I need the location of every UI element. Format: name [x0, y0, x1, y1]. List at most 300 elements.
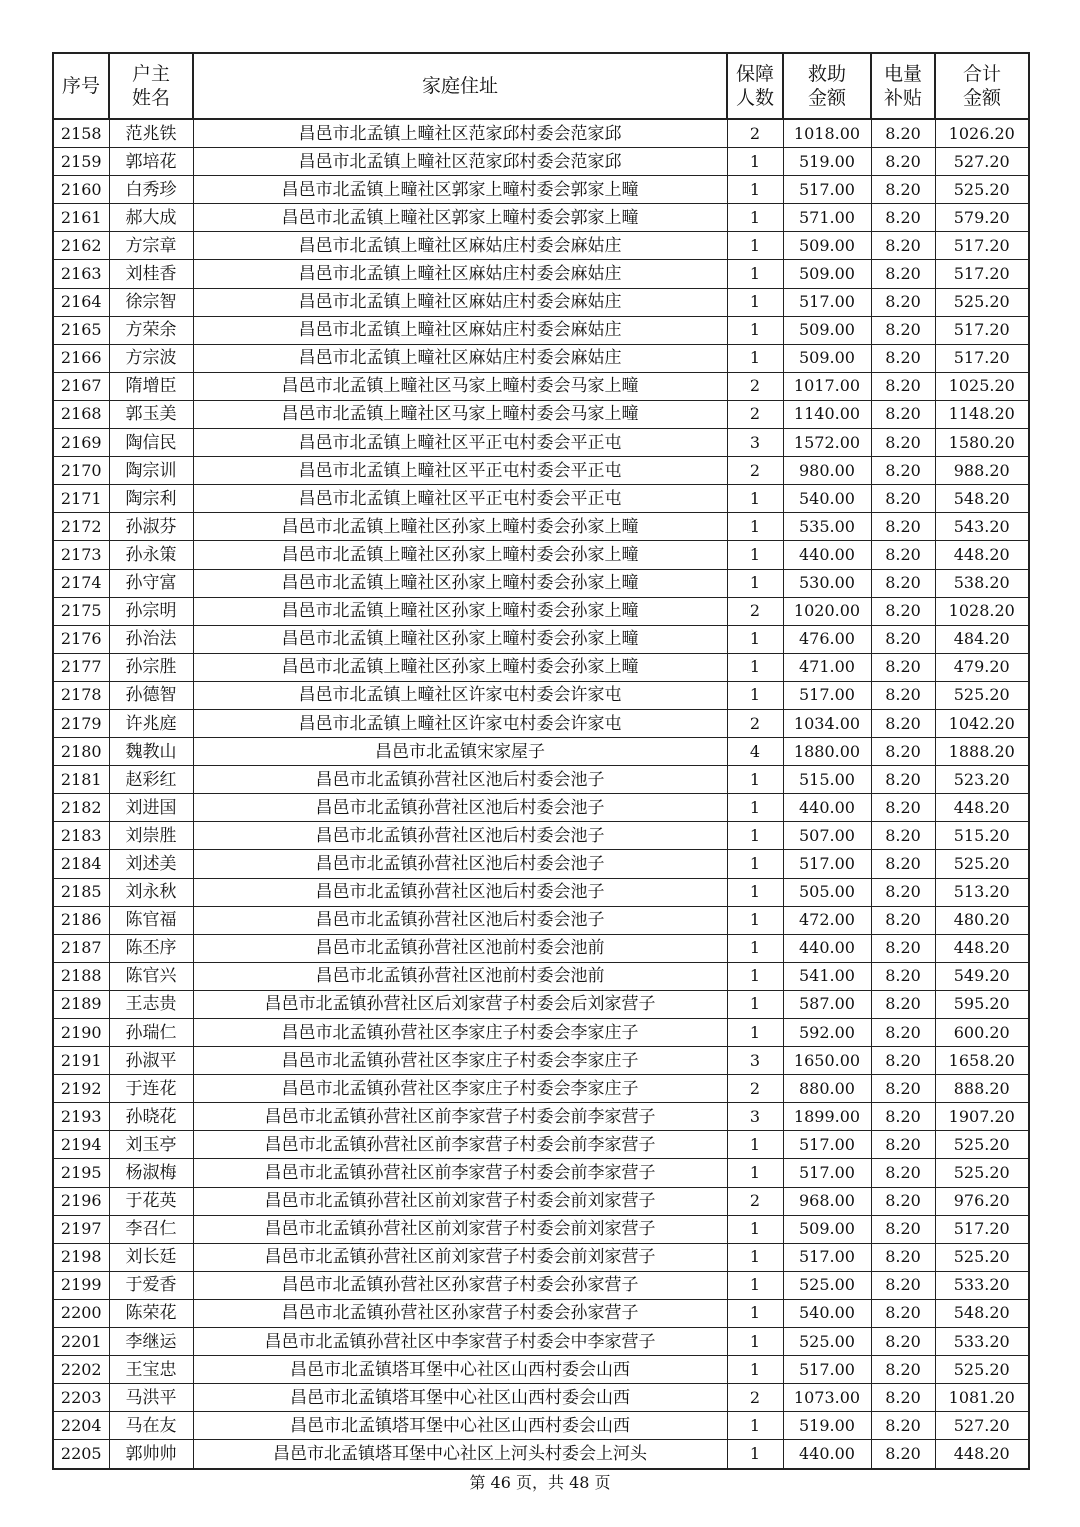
cell-name: 陶信民	[109, 429, 193, 457]
table-row	[53, 513, 1029, 541]
cell-persons: 1	[727, 148, 783, 176]
cell-persons: 1	[727, 850, 783, 878]
cell-name: 孙永策	[109, 541, 193, 569]
cell-index: 2195	[53, 1159, 109, 1187]
cell-persons: 4	[727, 738, 783, 766]
table-row	[53, 738, 1029, 766]
cell-address: 昌邑市北孟镇上疃社区郭家上疃村委会郭家上疃	[193, 204, 727, 232]
cell-persons: 1	[727, 1440, 783, 1469]
cell-address: 昌邑市北孟镇孙营社区池后村委会池子	[193, 766, 727, 794]
cell-name: 杨淑梅	[109, 1159, 193, 1187]
cell-name: 李召仁	[109, 1215, 193, 1243]
table-row	[53, 850, 1029, 878]
cell-persons: 1	[727, 766, 783, 794]
cell-persons: 1	[727, 541, 783, 569]
table-row	[53, 1103, 1029, 1131]
cell-power-subsidy: 8.20	[871, 372, 935, 400]
cell-name: 陈官兴	[109, 962, 193, 990]
cell-power-subsidy: 8.20	[871, 597, 935, 625]
cell-total-amount: 976.20	[935, 1187, 1029, 1215]
cell-aid-amount: 517.00	[783, 1356, 871, 1384]
cell-persons: 1	[727, 962, 783, 990]
cell-index: 2173	[53, 541, 109, 569]
cell-name: 于爱香	[109, 1271, 193, 1299]
cell-address: 昌邑市北孟镇上疃社区许家屯村委会许家屯	[193, 681, 727, 709]
cell-address: 昌邑市北孟镇孙营社区前李家营子村委会前李家营子	[193, 1159, 727, 1187]
cell-persons: 1	[727, 934, 783, 962]
cell-power-subsidy: 8.20	[871, 232, 935, 260]
cell-name: 方宗波	[109, 344, 193, 372]
cell-power-subsidy: 8.20	[871, 1075, 935, 1103]
cell-name: 范兆铁	[109, 119, 193, 148]
cell-total-amount: 448.20	[935, 541, 1029, 569]
cell-address: 昌邑市北孟镇孙营社区李家庄子村委会李家庄子	[193, 1047, 727, 1075]
cell-total-amount: 549.20	[935, 962, 1029, 990]
cell-power-subsidy: 8.20	[871, 288, 935, 316]
cell-total-amount: 1025.20	[935, 372, 1029, 400]
cell-total-amount: 1148.20	[935, 400, 1029, 428]
cell-persons: 1	[727, 569, 783, 597]
cell-index: 2181	[53, 766, 109, 794]
cell-address: 昌邑市北孟镇上疃社区郭家上疃村委会郭家上疃	[193, 176, 727, 204]
cell-aid-amount: 440.00	[783, 541, 871, 569]
cell-power-subsidy: 8.20	[871, 260, 935, 288]
cell-total-amount: 517.20	[935, 1215, 1029, 1243]
cell-power-subsidy: 8.20	[871, 1299, 935, 1327]
cell-power-subsidy: 8.20	[871, 766, 935, 794]
cell-persons: 1	[727, 653, 783, 681]
table-row	[53, 119, 1029, 148]
cell-index: 2192	[53, 1075, 109, 1103]
cell-name: 李继运	[109, 1328, 193, 1356]
cell-persons: 2	[727, 597, 783, 625]
cell-persons: 1	[727, 1356, 783, 1384]
cell-power-subsidy: 8.20	[871, 1103, 935, 1131]
cell-total-amount: 1907.20	[935, 1103, 1029, 1131]
cell-index: 2166	[53, 344, 109, 372]
cell-persons: 1	[727, 204, 783, 232]
cell-total-amount: 1658.20	[935, 1047, 1029, 1075]
cell-name: 郝大成	[109, 204, 193, 232]
table-row	[53, 457, 1029, 485]
cell-address: 昌邑市北孟镇上疃社区许家屯村委会许家屯	[193, 709, 727, 737]
cell-total-amount: 525.20	[935, 176, 1029, 204]
cell-address: 昌邑市北孟镇宋家屋子	[193, 738, 727, 766]
cell-persons: 1	[727, 316, 783, 344]
cell-address: 昌邑市北孟镇孙营社区李家庄子村委会李家庄子	[193, 1019, 727, 1047]
cell-aid-amount: 1650.00	[783, 1047, 871, 1075]
cell-address: 昌邑市北孟镇孙营社区孙家营子村委会孙家营子	[193, 1271, 727, 1299]
cell-total-amount: 515.20	[935, 822, 1029, 850]
cell-address: 昌邑市北孟镇上疃社区麻姑庄村委会麻姑庄	[193, 316, 727, 344]
cell-persons: 3	[727, 429, 783, 457]
cell-index: 2198	[53, 1243, 109, 1271]
cell-power-subsidy: 8.20	[871, 1047, 935, 1075]
table-row	[53, 934, 1029, 962]
cell-name: 孙守富	[109, 569, 193, 597]
cell-address: 昌邑市北孟镇上疃社区孙家上疃村委会孙家上疃	[193, 597, 727, 625]
cell-total-amount: 448.20	[935, 1440, 1029, 1469]
cell-aid-amount: 471.00	[783, 653, 871, 681]
cell-index: 2159	[53, 148, 109, 176]
cell-name: 郭帅帅	[109, 1440, 193, 1469]
cell-aid-amount: 535.00	[783, 513, 871, 541]
cell-persons: 1	[727, 232, 783, 260]
cell-aid-amount: 515.00	[783, 766, 871, 794]
cell-aid-amount: 519.00	[783, 148, 871, 176]
cell-aid-amount: 517.00	[783, 176, 871, 204]
cell-address: 昌邑市北孟镇塔耳堡中心社区山西村委会山西	[193, 1356, 727, 1384]
cell-persons: 1	[727, 1271, 783, 1299]
cell-aid-amount: 1572.00	[783, 429, 871, 457]
cell-total-amount: 517.20	[935, 232, 1029, 260]
cell-name: 王志贵	[109, 990, 193, 1018]
cell-power-subsidy: 8.20	[871, 1159, 935, 1187]
cell-power-subsidy: 8.20	[871, 176, 935, 204]
cell-persons: 1	[727, 878, 783, 906]
cell-name: 孙德智	[109, 681, 193, 709]
cell-power-subsidy: 8.20	[871, 485, 935, 513]
cell-index: 2196	[53, 1187, 109, 1215]
cell-total-amount: 600.20	[935, 1019, 1029, 1047]
table-row	[53, 906, 1029, 934]
cell-name: 马在友	[109, 1412, 193, 1440]
cell-index: 2158	[53, 119, 109, 148]
cell-aid-amount: 1017.00	[783, 372, 871, 400]
header-aid-amount: 救助 金额	[783, 53, 871, 119]
cell-persons: 2	[727, 400, 783, 428]
cell-aid-amount: 525.00	[783, 1328, 871, 1356]
cell-name: 赵彩红	[109, 766, 193, 794]
cell-power-subsidy: 8.20	[871, 569, 935, 597]
cell-index: 2182	[53, 794, 109, 822]
cell-index: 2179	[53, 709, 109, 737]
cell-total-amount: 533.20	[935, 1328, 1029, 1356]
cell-power-subsidy: 8.20	[871, 1131, 935, 1159]
cell-name: 刘永秋	[109, 878, 193, 906]
cell-power-subsidy: 8.20	[871, 1440, 935, 1469]
cell-total-amount: 525.20	[935, 1159, 1029, 1187]
cell-name: 刘崇胜	[109, 822, 193, 850]
cell-aid-amount: 1140.00	[783, 400, 871, 428]
header-power-subsidy: 电量 补贴	[871, 53, 935, 119]
cell-address: 昌邑市北孟镇孙营社区孙家营子村委会孙家营子	[193, 1299, 727, 1327]
table-row	[53, 1356, 1029, 1384]
cell-persons: 1	[727, 1131, 783, 1159]
cell-index: 2193	[53, 1103, 109, 1131]
table-row	[53, 260, 1029, 288]
cell-total-amount: 484.20	[935, 625, 1029, 653]
cell-aid-amount: 440.00	[783, 934, 871, 962]
cell-aid-amount: 980.00	[783, 457, 871, 485]
cell-index: 2168	[53, 400, 109, 428]
cell-power-subsidy: 8.20	[871, 344, 935, 372]
cell-name: 隋增臣	[109, 372, 193, 400]
cell-name: 陶宗训	[109, 457, 193, 485]
cell-address: 昌邑市北孟镇上疃社区孙家上疃村委会孙家上疃	[193, 653, 727, 681]
cell-name: 刘桂香	[109, 260, 193, 288]
cell-total-amount: 1028.20	[935, 597, 1029, 625]
cell-aid-amount: 880.00	[783, 1075, 871, 1103]
cell-total-amount: 579.20	[935, 204, 1029, 232]
cell-power-subsidy: 8.20	[871, 1356, 935, 1384]
cell-index: 2194	[53, 1131, 109, 1159]
cell-persons: 1	[727, 681, 783, 709]
table-row	[53, 878, 1029, 906]
cell-power-subsidy: 8.20	[871, 1019, 935, 1047]
cell-index: 2203	[53, 1384, 109, 1412]
cell-name: 陈官福	[109, 906, 193, 934]
cell-aid-amount: 540.00	[783, 1299, 871, 1327]
cell-index: 2199	[53, 1271, 109, 1299]
cell-index: 2187	[53, 934, 109, 962]
cell-name: 陈丕序	[109, 934, 193, 962]
cell-index: 2160	[53, 176, 109, 204]
cell-aid-amount: 440.00	[783, 794, 871, 822]
cell-address: 昌邑市北孟镇上疃社区麻姑庄村委会麻姑庄	[193, 344, 727, 372]
cell-name: 于花英	[109, 1187, 193, 1215]
cell-power-subsidy: 8.20	[871, 1243, 935, 1271]
cell-aid-amount: 440.00	[783, 1440, 871, 1469]
cell-persons: 1	[727, 1412, 783, 1440]
cell-total-amount: 538.20	[935, 569, 1029, 597]
cell-persons: 1	[727, 625, 783, 653]
cell-aid-amount: 507.00	[783, 822, 871, 850]
cell-aid-amount: 519.00	[783, 1412, 871, 1440]
cell-persons: 2	[727, 119, 783, 148]
cell-address: 昌邑市北孟镇上疃社区孙家上疃村委会孙家上疃	[193, 541, 727, 569]
table-row	[53, 288, 1029, 316]
cell-aid-amount: 1020.00	[783, 597, 871, 625]
cell-power-subsidy: 8.20	[871, 681, 935, 709]
cell-name: 刘进国	[109, 794, 193, 822]
page-footer: 第 46 页，共 48 页	[469, 1473, 611, 1492]
table-row	[53, 176, 1029, 204]
cell-name: 方荣余	[109, 316, 193, 344]
cell-total-amount: 527.20	[935, 148, 1029, 176]
cell-name: 白秀珍	[109, 176, 193, 204]
cell-total-amount: 517.20	[935, 316, 1029, 344]
cell-address: 昌邑市北孟镇塔耳堡中心社区山西村委会山西	[193, 1412, 727, 1440]
cell-total-amount: 543.20	[935, 513, 1029, 541]
cell-persons: 2	[727, 457, 783, 485]
cell-total-amount: 548.20	[935, 1299, 1029, 1327]
cell-aid-amount: 1034.00	[783, 709, 871, 737]
table-row	[53, 204, 1029, 232]
cell-index: 2202	[53, 1356, 109, 1384]
table-row	[53, 1131, 1029, 1159]
cell-power-subsidy: 8.20	[871, 316, 935, 344]
cell-name: 方宗章	[109, 232, 193, 260]
cell-aid-amount: 509.00	[783, 316, 871, 344]
cell-power-subsidy: 8.20	[871, 906, 935, 934]
cell-aid-amount: 1018.00	[783, 119, 871, 148]
cell-index: 2180	[53, 738, 109, 766]
document-page	[52, 52, 1028, 1470]
cell-address: 昌邑市北孟镇上疃社区马家上疃村委会马家上疃	[193, 400, 727, 428]
cell-address: 昌邑市北孟镇上疃社区孙家上疃村委会孙家上疃	[193, 625, 727, 653]
cell-name: 陈荣花	[109, 1299, 193, 1327]
cell-address: 昌邑市北孟镇孙营社区前李家营子村委会前李家营子	[193, 1131, 727, 1159]
cell-total-amount: 1081.20	[935, 1384, 1029, 1412]
table-row	[53, 485, 1029, 513]
cell-address: 昌邑市北孟镇上疃社区平正屯村委会平正屯	[193, 457, 727, 485]
cell-address: 昌邑市北孟镇塔耳堡中心社区上河头村委会上河头	[193, 1440, 727, 1469]
cell-aid-amount: 509.00	[783, 260, 871, 288]
cell-power-subsidy: 8.20	[871, 1187, 935, 1215]
cell-power-subsidy: 8.20	[871, 119, 935, 148]
cell-persons: 3	[727, 1047, 783, 1075]
cell-power-subsidy: 8.20	[871, 738, 935, 766]
table-row	[53, 709, 1029, 737]
cell-address: 昌邑市北孟镇孙营社区池后村委会池子	[193, 794, 727, 822]
table-row	[53, 1271, 1029, 1299]
cell-name: 孙淑芬	[109, 513, 193, 541]
cell-index: 2175	[53, 597, 109, 625]
cell-index: 2169	[53, 429, 109, 457]
cell-aid-amount: 472.00	[783, 906, 871, 934]
cell-total-amount: 988.20	[935, 457, 1029, 485]
cell-aid-amount: 517.00	[783, 681, 871, 709]
cell-power-subsidy: 8.20	[871, 709, 935, 737]
cell-index: 2161	[53, 204, 109, 232]
cell-total-amount: 1580.20	[935, 429, 1029, 457]
cell-address: 昌邑市北孟镇孙营社区前李家营子村委会前李家营子	[193, 1103, 727, 1131]
cell-power-subsidy: 8.20	[871, 625, 935, 653]
cell-power-subsidy: 8.20	[871, 148, 935, 176]
cell-index: 2174	[53, 569, 109, 597]
cell-persons: 1	[727, 288, 783, 316]
cell-address: 昌邑市北孟镇上疃社区麻姑庄村委会麻姑庄	[193, 260, 727, 288]
cell-name: 刘述美	[109, 850, 193, 878]
cell-power-subsidy: 8.20	[871, 1412, 935, 1440]
cell-total-amount: 517.20	[935, 344, 1029, 372]
table-header-row	[53, 53, 1029, 119]
cell-total-amount: 448.20	[935, 794, 1029, 822]
cell-aid-amount: 530.00	[783, 569, 871, 597]
cell-total-amount: 525.20	[935, 1131, 1029, 1159]
cell-index: 2204	[53, 1412, 109, 1440]
cell-persons: 2	[727, 372, 783, 400]
cell-name: 孙治法	[109, 625, 193, 653]
cell-aid-amount: 509.00	[783, 1215, 871, 1243]
cell-address: 昌邑市北孟镇孙营社区池后村委会池子	[193, 850, 727, 878]
cell-name: 徐宗智	[109, 288, 193, 316]
cell-name: 刘长廷	[109, 1243, 193, 1271]
cell-name: 孙宗胜	[109, 653, 193, 681]
cell-persons: 1	[727, 794, 783, 822]
cell-index: 2165	[53, 316, 109, 344]
cell-total-amount: 1042.20	[935, 709, 1029, 737]
cell-index: 2162	[53, 232, 109, 260]
cell-aid-amount: 1880.00	[783, 738, 871, 766]
cell-aid-amount: 505.00	[783, 878, 871, 906]
cell-persons: 1	[727, 1243, 783, 1271]
cell-power-subsidy: 8.20	[871, 1328, 935, 1356]
cell-persons: 1	[727, 485, 783, 513]
cell-index: 2167	[53, 372, 109, 400]
cell-name: 郭玉美	[109, 400, 193, 428]
table-row	[53, 429, 1029, 457]
cell-aid-amount: 509.00	[783, 232, 871, 260]
cell-address: 昌邑市北孟镇上疃社区平正屯村委会平正屯	[193, 429, 727, 457]
table-row	[53, 1019, 1029, 1047]
cell-aid-amount: 517.00	[783, 1159, 871, 1187]
header-name: 户主 姓名	[109, 53, 193, 119]
cell-power-subsidy: 8.20	[871, 878, 935, 906]
cell-index: 2184	[53, 850, 109, 878]
cell-total-amount: 525.20	[935, 288, 1029, 316]
cell-persons: 1	[727, 1159, 783, 1187]
cell-name: 孙淑平	[109, 1047, 193, 1075]
cell-aid-amount: 1899.00	[783, 1103, 871, 1131]
cell-persons: 2	[727, 1187, 783, 1215]
table-row	[53, 766, 1029, 794]
table-row	[53, 1243, 1029, 1271]
cell-address: 昌邑市北孟镇孙营社区池前村委会池前	[193, 962, 727, 990]
cell-total-amount: 513.20	[935, 878, 1029, 906]
cell-persons: 2	[727, 1075, 783, 1103]
cell-total-amount: 448.20	[935, 934, 1029, 962]
cell-address: 昌邑市北孟镇孙营社区池后村委会池子	[193, 822, 727, 850]
table-row	[53, 1047, 1029, 1075]
cell-aid-amount: 540.00	[783, 485, 871, 513]
cell-total-amount: 1888.20	[935, 738, 1029, 766]
cell-power-subsidy: 8.20	[871, 653, 935, 681]
cell-address: 昌邑市北孟镇上疃社区麻姑庄村委会麻姑庄	[193, 232, 727, 260]
cell-index: 2163	[53, 260, 109, 288]
cell-address: 昌邑市北孟镇孙营社区中李家营子村委会中李家营子	[193, 1328, 727, 1356]
table-row	[53, 1159, 1029, 1187]
table-row	[53, 990, 1029, 1018]
header-index: 序号	[53, 53, 109, 119]
cell-power-subsidy: 8.20	[871, 400, 935, 428]
cell-address: 昌邑市北孟镇孙营社区后刘家营子村委会后刘家营子	[193, 990, 727, 1018]
cell-index: 2178	[53, 681, 109, 709]
cell-index: 2197	[53, 1215, 109, 1243]
cell-total-amount: 595.20	[935, 990, 1029, 1018]
table-row	[53, 597, 1029, 625]
cell-persons: 1	[727, 344, 783, 372]
cell-name: 孙宗明	[109, 597, 193, 625]
cell-persons: 1	[727, 513, 783, 541]
cell-aid-amount: 517.00	[783, 1243, 871, 1271]
cell-power-subsidy: 8.20	[871, 204, 935, 232]
cell-total-amount: 525.20	[935, 1243, 1029, 1271]
table-body	[53, 119, 1029, 1469]
cell-index: 2171	[53, 485, 109, 513]
cell-aid-amount: 968.00	[783, 1187, 871, 1215]
cell-persons: 1	[727, 990, 783, 1018]
cell-address: 昌邑市北孟镇孙营社区李家庄子村委会李家庄子	[193, 1075, 727, 1103]
cell-index: 2164	[53, 288, 109, 316]
cell-power-subsidy: 8.20	[871, 822, 935, 850]
cell-total-amount: 479.20	[935, 653, 1029, 681]
cell-total-amount: 548.20	[935, 485, 1029, 513]
cell-index: 2188	[53, 962, 109, 990]
cell-power-subsidy: 8.20	[871, 1384, 935, 1412]
cell-aid-amount: 587.00	[783, 990, 871, 1018]
cell-power-subsidy: 8.20	[871, 1215, 935, 1243]
cell-persons: 1	[727, 260, 783, 288]
cell-persons: 1	[727, 822, 783, 850]
cell-address: 昌邑市北孟镇孙营社区池后村委会池子	[193, 878, 727, 906]
cell-aid-amount: 517.00	[783, 850, 871, 878]
cell-index: 2191	[53, 1047, 109, 1075]
table-row	[53, 569, 1029, 597]
cell-name: 许兆庭	[109, 709, 193, 737]
cell-address: 昌邑市北孟镇上疃社区孙家上疃村委会孙家上疃	[193, 569, 727, 597]
